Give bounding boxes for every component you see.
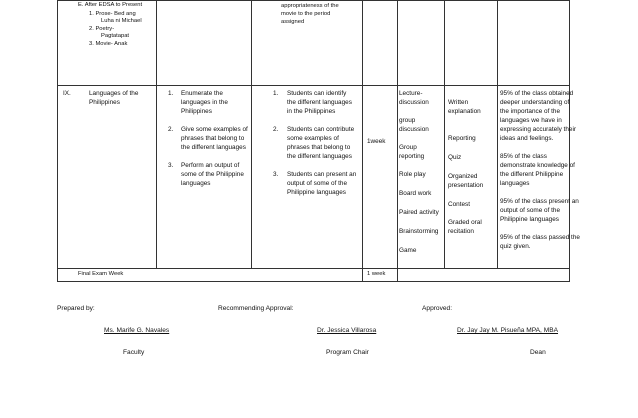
faculty-name: Ms. Marife G. Navales — [104, 327, 170, 334]
row2-number: IX. — [63, 90, 71, 97]
indicator-line: 85% of the class — [500, 153, 547, 160]
content-line: Students can contribute — [287, 126, 355, 133]
indicator-line: expressing accurately their — [500, 126, 577, 133]
final-exam-time: 1 week — [367, 271, 386, 277]
assessment-line: Reporting — [448, 135, 476, 142]
objective-line: phrases that belong to — [181, 135, 245, 142]
row2-time-cell — [362, 85, 398, 269]
row2-topic-line: Languages of the — [89, 90, 139, 97]
row2-topic-cell — [57, 85, 157, 269]
indicator-line: demonstrate knowledge of — [500, 162, 575, 169]
row1-indicators-cell — [497, 0, 570, 86]
strategy-line: reporting — [399, 153, 425, 160]
assessment-line: Written — [448, 99, 469, 106]
objective-line: the different languages — [181, 144, 246, 151]
objective-number: 1. — [168, 90, 174, 97]
edsa-subitem: Luha ni Michael — [101, 18, 142, 24]
row1-content-line: movie to the period — [281, 11, 331, 17]
content-line: Students can present an — [287, 171, 357, 178]
content-line: in the Philippines — [287, 108, 336, 115]
edsa-subitem: Pagtatapat — [101, 33, 130, 39]
content-line: the different languages — [287, 153, 352, 160]
row2-topic-line: Philippines — [89, 99, 120, 106]
strategy-line: discussion — [399, 126, 429, 133]
indicator-line: languages — [500, 180, 530, 187]
content-line: Philippine languages — [287, 189, 346, 196]
assessment-line: Quiz — [448, 154, 462, 161]
objective-line: Perform an output of — [181, 162, 240, 169]
indicator-line: languages we have in — [500, 117, 562, 124]
indicator-line: quiz given. — [500, 243, 531, 250]
objective-line: Philippines — [181, 108, 212, 115]
edsa-subitem: 1. Prose- Bed ang — [89, 11, 136, 17]
objective-line: some of the Philippine — [181, 171, 244, 178]
faculty-title: Faculty — [123, 349, 145, 356]
strategy-line: Group — [399, 144, 417, 151]
indicator-line: 95% of the class passed the — [500, 234, 580, 241]
prepared-by-label: Prepared by: — [57, 305, 95, 312]
content-number: 3. — [273, 171, 279, 178]
indicator-line: output of some of the — [500, 207, 561, 214]
assessment-line: Graded oral — [448, 219, 482, 226]
strategy-line: Paired activity — [399, 209, 439, 216]
indicator-line: 95% of the class present an — [500, 198, 579, 205]
strategy-line: Game — [399, 247, 417, 254]
edsa-subitem: 3. Movie- Anak — [89, 41, 128, 47]
final-exam-label: Final Exam Week — [78, 271, 124, 277]
indicator-line: the different Philippine — [500, 171, 564, 178]
indicator-line: ideas and feelings. — [500, 135, 554, 142]
strategy-line: discussion — [399, 99, 429, 106]
indicator-line: the importance of the — [500, 108, 561, 115]
strategy-line: Lecture- — [399, 90, 423, 97]
content-line: the different languages — [287, 99, 352, 106]
assessment-line: recitation — [448, 228, 474, 235]
assessment-line: explanation — [448, 108, 481, 115]
row1-strategies-cell — [397, 0, 445, 86]
strategy-line: Role play — [399, 171, 426, 178]
edsa-item: E. After EDSA to Present — [78, 2, 143, 8]
row3-rest-cell — [397, 268, 570, 282]
row1-assessment-cell — [444, 0, 498, 86]
objective-line: Give some examples of — [181, 126, 248, 133]
time-allotment: 1week — [367, 138, 386, 145]
content-line: Students can identify — [287, 90, 347, 97]
content-line: some examples of — [287, 135, 339, 142]
row1-time-cell — [362, 0, 398, 86]
strategy-line: group — [399, 117, 416, 124]
objective-line: Enumerate the — [181, 90, 223, 97]
content-line: output of some of the — [287, 180, 348, 187]
dean-title: Dean — [530, 349, 546, 356]
content-line: phrases that belong to — [287, 144, 351, 151]
edsa-subitem: 2. Poetry- — [89, 26, 115, 32]
indicator-line: deeper understanding of — [500, 99, 570, 106]
indicator-line: Philippine languages — [500, 216, 559, 223]
assessment-line: Organized — [448, 173, 478, 180]
assessment-line: Contest — [448, 201, 471, 208]
indicator-line: 95% of the class obtained — [500, 90, 574, 97]
assessment-line: presentation — [448, 182, 484, 189]
strategy-line: Board work — [399, 190, 432, 197]
row1-content-line: appropriateness of the — [281, 3, 339, 9]
row1-content-line: assigned — [281, 19, 305, 25]
objective-number: 2. — [168, 126, 174, 133]
objective-number: 3. — [168, 162, 174, 169]
objective-line: languages — [181, 180, 211, 187]
row1-objectives-cell — [156, 0, 252, 86]
recommending-approval-label: Recommending Approval: — [218, 305, 294, 312]
content-number: 2. — [273, 126, 279, 133]
dean-name: Dr. Jay Jay M. Pisueña MPA, MBA — [457, 327, 559, 334]
approved-label: Approved: — [422, 305, 453, 312]
objective-line: languages in the — [181, 99, 228, 106]
content-number: 1. — [273, 90, 279, 97]
strategy-line: Brainstorming — [399, 228, 439, 235]
program-chair-title: Program Chair — [326, 349, 369, 356]
program-chair-name: Dr. Jessica Villarosa — [317, 327, 377, 334]
